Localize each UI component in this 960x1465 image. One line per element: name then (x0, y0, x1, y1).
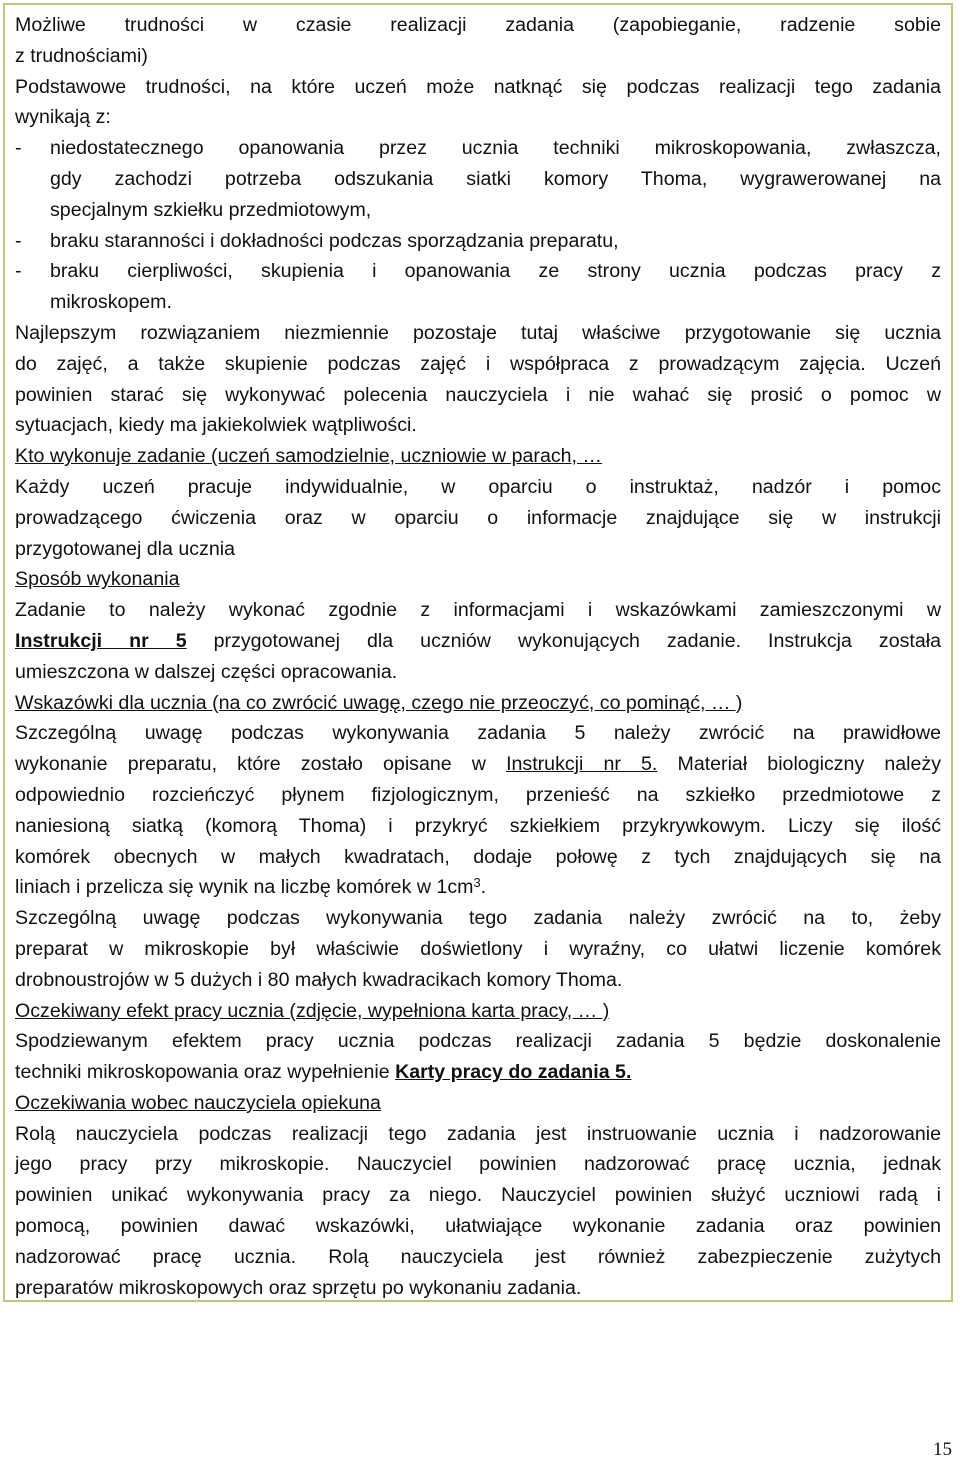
tips-p2-line-3: drobnoustrojów w 5 dużych i 80 małych kwadracikach komory Thoma. (15, 968, 623, 991)
tips-line-2-post: Materiał biologiczny należy (657, 753, 941, 776)
bullet-1-line-1 (15, 133, 941, 164)
tips-p2-line-2: preparat w mikroskopie był właściwie doświetlony i wyraźny, co ułatwi liczenie komórek (15, 937, 941, 960)
who-heading-text: Kto wykonuje zadanie (uczeń samodzielnie, uczniowie w parach, … (15, 445, 603, 468)
method-line-1: Zadanie to należy wykonać zgodnie z informacjami i wskazówkami zamieszczonymi w (15, 599, 941, 622)
effect-heading-text: Oczekiwany efekt pracy ucznia (zdjęcie, wypełniona karta pracy, … ) (15, 999, 610, 1022)
effect-line-2-pre: techniki mikroskopowania oraz wypełnienie (15, 1061, 396, 1084)
tips-line-6 (15, 872, 941, 903)
tips-line-6-post: . (480, 876, 487, 899)
who-line-1: Każdy uczeń pracuje indywidualnie, w oparciu o instruktaż, nadzór i pomoc (15, 475, 941, 498)
bullet-1-text-1: niedostatecznego opanowania przez ucznia techniki mikroskopowania, zwłaszcza, (50, 137, 941, 160)
teacher-line-3: powinien unikać wykonywania pracy za niego. Nauczyciel powinien służyć uczniowi radą i (15, 1184, 941, 1207)
solution-line-2: do zajęć, a także skupienie podczas zajęć i współpraca z prowadzącym zajęcia. Uczeń (15, 352, 941, 375)
instruction-5-link-inline[interactable]: Instrukcji nr 5. (506, 753, 658, 776)
effect-heading (15, 996, 941, 1027)
tips-line-3: odpowiednio rozcieńczyć płynem fizjologicznym, przenieść na szkiełko przedmiotowe z (15, 783, 941, 806)
tips-line-5: komórek obecnych w małych kwadratach, dodaje połowę z tych znajdujących się na (15, 845, 941, 868)
teacher-heading (15, 1088, 941, 1119)
bullet-2-line-1 (15, 226, 941, 257)
tips-line-1: Szczególną uwagę podczas wykonywania zadania 5 należy zwrócić na prawidłowe (15, 722, 941, 745)
who-heading (15, 441, 941, 472)
page-number: 15 (933, 1439, 952, 1460)
teacher-line-1: Rolą nauczyciela podczas realizacji tego zadania jest instruowanie ucznia i nadzorowanie (15, 1122, 941, 1145)
effect-line-2 (15, 1057, 941, 1088)
instruction-5-link[interactable]: Instrukcji nr 5 (15, 629, 187, 652)
solution-line-3: powinien starać się wykonywać polecenia nauczyciela i nie wahać się prosić o pomoc w (15, 383, 941, 406)
bullet-1-line-3: specjalnym szkiełku przedmiotowym, (50, 198, 372, 221)
bullet-dash: - (15, 260, 22, 283)
solution-line-4: sytuacjach, kiedy ma jakiekolwiek wątpliwości. (15, 414, 417, 437)
method-line-2-text: przygotowanej dla uczniów wykonujących zadanie. Instrukcja została (186, 629, 941, 652)
teacher-heading-text: Oczekiwania wobec nauczyciela opiekuna (15, 1091, 381, 1114)
tips-line-4: naniesioną siatką (komorą Thoma) i przykryć szkiełkiem przykrywkowym. Liczy się ilość (15, 814, 941, 837)
method-heading-text: Sposób wykonania (15, 568, 180, 591)
method-line-2 (15, 626, 941, 657)
method-line-3: umieszczona w dalszej części opracowania. (15, 660, 398, 683)
tips-p2-line-1: Szczególną uwagę podczas wykonywania tego zadania należy zwrócić na to, żeby (15, 907, 941, 930)
solution-line-1: Najlepszym rozwiązaniem niezmiennie pozostaje tutaj właściwe przygotowanie się ucznia (15, 321, 941, 344)
difficulties-heading-line-2: z trudnościami) (15, 44, 148, 67)
effect-line-1: Spodziewanym efektem pracy ucznia podczas realizacji zadania 5 będzie doskonalenie (15, 1030, 941, 1053)
bullet-1-line-2: gdy zachodzi potrzeba odszukania siatki komory Thoma, wygrawerowanej na (50, 167, 941, 190)
teacher-line-6: preparatów mikroskopowych oraz sprzętu po wykonaniu zadania. (15, 1276, 582, 1299)
bullet-dash: - (15, 137, 22, 160)
difficulties-intro-line-1: Podstawowe trudności, na które uczeń może natknąć się podczas realizacji tego zadania (15, 75, 941, 98)
bullet-3-text-1: braku cierpliwości, skupienia i opanowania ze strony ucznia podczas pracy z (50, 260, 941, 283)
bullet-dash: - (15, 229, 22, 252)
cubic-superscript: 3 (473, 875, 481, 891)
tips-line-2 (15, 749, 941, 780)
teacher-line-5: nadzorować pracę ucznia. Rolą nauczyciela jest również zabezpieczenie zużytych (15, 1245, 941, 1268)
difficulties-intro-line-2: wynikają z: (15, 106, 111, 129)
bullet-3-line-1 (15, 256, 941, 287)
teacher-line-4: pomocą, powinien dawać wskazówki, ułatwiające wykonanie zadania oraz powinien (15, 1215, 941, 1238)
tips-heading (15, 688, 941, 719)
worksheet-5-link[interactable]: Karty pracy do zadania 5. (395, 1061, 632, 1084)
difficulties-heading-line-1: Możliwe trudności w czasie realizacji zadania (zapobieganie, radzenie sobie (15, 14, 941, 36)
method-heading (15, 564, 941, 595)
tips-line-6-pre: liniach i przelicza się wynik na liczbę komórek w 1cm (15, 876, 474, 899)
bullet-3-line-2: mikroskopem. (50, 291, 172, 314)
who-line-2: prowadzącego ćwiczenia oraz w oparciu o informacje znajdujące się w instrukcji (15, 506, 941, 529)
content-frame (3, 3, 953, 1302)
tips-heading-text: Wskazówki dla ucznia (na co zwrócić uwagę, czego nie przeoczyć, co pominąć, … ) (15, 691, 743, 714)
who-line-3: przygotowanej dla ucznia (15, 537, 236, 560)
bullet-2-text-1: braku staranności i dokładności podczas sporządzania preparatu, (50, 229, 619, 252)
teacher-line-2: jego pracy przy mikroskopie. Nauczyciel powinien nadzorować pracę ucznia, jednak (15, 1153, 941, 1176)
tips-line-2-pre: wykonanie preparatu, które zostało opisane w (15, 753, 507, 776)
